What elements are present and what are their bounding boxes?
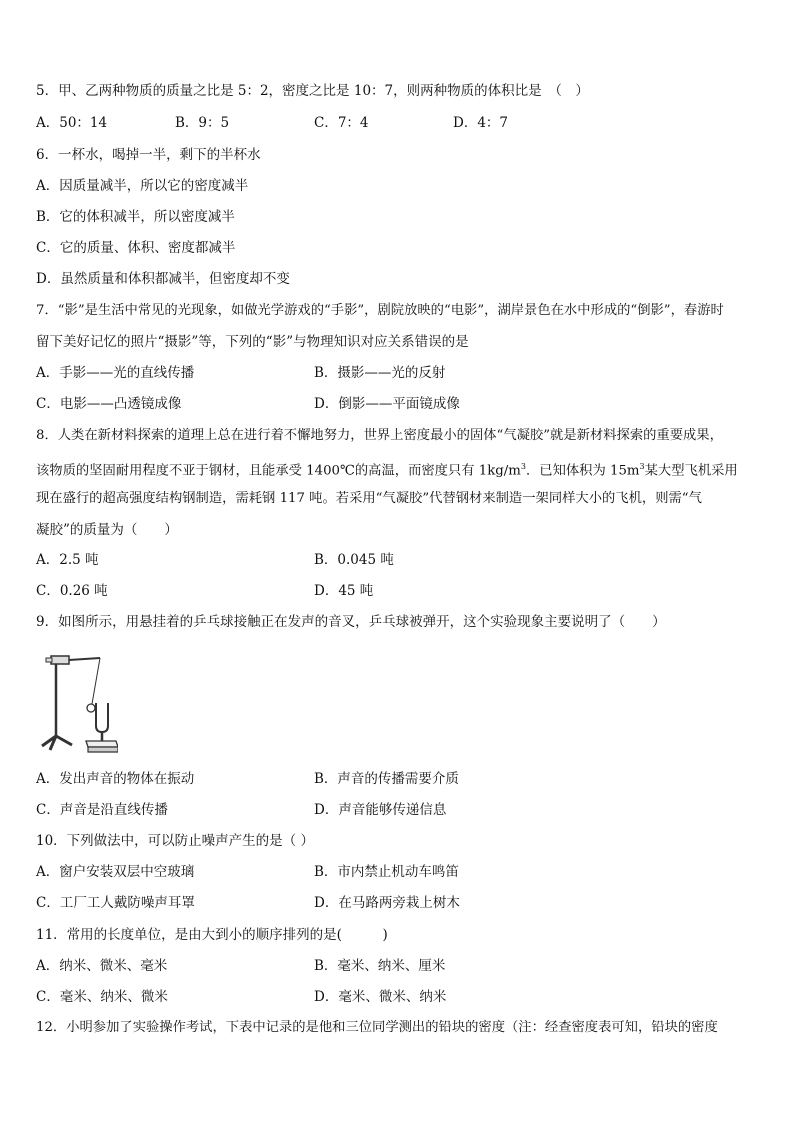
q6-option-b: B．它的体积减半，所以密度减半 [36,209,235,225]
q8-option-b: B．0.045 吨 [314,552,394,568]
q8-stem-line4: 凝胶”的质量为（ ） [36,522,178,538]
q7-option-d: D．倒影——平面镜成像 [314,396,460,412]
stand-clamp [51,656,69,664]
q12-stem: 12．小明参加了实验操作考试，下表中记录的是他和三位同学测出的铅块的密度（注：经查密度表可知，铅块的密度 [36,1020,718,1035]
stand-arm [69,658,100,660]
q7-option-b: B．摄影——光的反射 [314,365,446,381]
q5-stem: 5．甲、乙两种物质的质量之比是 5：2，密度之比是 10：7，则两种物质的体积比是 （ ） [36,83,589,99]
q7-option-a: A．手影——光的直线传播 [36,365,195,381]
q8-stem-line3: 现在盛行的超高强度结构钢制造，需耗钢 117 吨。若采用“气凝胶”代替钢材来制造一架同样大小的飞机，则需“气 [36,491,702,506]
q8-option-a: A．2.5 吨 [36,552,99,568]
q11-option-c: C．毫米、纳米、微米 [36,989,168,1005]
q8-stem-line2: 该物质的坚固耐用程度不亚于钢材，且能承受 1400℃的高温，而密度只有 $1kg/m^3$．已知体积为 $15m^3$某大型飞机采用 [36,462,738,479]
q5-option-d: D．4：7 [453,115,509,131]
q11-option-b: B．毫米、纳米、厘米 [314,958,446,974]
tuning-fork [96,703,108,732]
q11-option-d: D．毫米、微米、纳米 [314,989,447,1005]
q9-option-a: A．发出声音的物体在振动 [36,771,195,787]
q7-stem-line1: 7．“影”是生活中常见的光现象，如做光学游戏的“手影”，剧院放映的“电影”，湖岸景色在水中形成的“倒影”，春游时 [36,303,724,318]
q8-stem-line1: 8．人类在新材料探索的道理上总在进行着不懈地努力，世界上密度最小的固体“气凝胶”就是新材料探索的重要成果， [36,428,723,443]
q11-stem: 11．常用的长度单位，是由大到小的顺序排列的是( ) [36,927,388,943]
q6-stem: 6．一杯水，喝掉一半，剩下的半杯水 [36,147,261,163]
q11-option-a: A．纳米、微米、毫米 [36,958,168,974]
q10-stem: 10．下列做法中，可以防止噪声产生的是（ ） [36,833,314,849]
q5-option-b: B．9：5 [175,115,230,131]
q6-option-a: A．因质量减半，所以它的密度减半 [36,178,249,194]
q9-option-b: B．声音的传播需要介质 [314,771,459,787]
q6-option-d: D．虽然质量和体积都减半，但密度却不变 [36,271,290,287]
q9-stem: 9．如图所示，用悬挂着的乒乓球接触正在发声的音叉，乒乓球被弹开，这个实验现象主要说明了（ ） [36,614,666,630]
q10-option-b: B．市内禁止机动车鸣笛 [314,864,459,880]
q8-option-c: C．0.26 吨 [36,583,108,599]
resonance-box [86,741,118,747]
q7-stem-line2: 留下美好记忆的照片“摄影”等，下列的“影”与物理知识对应关系错误的是 [36,334,469,350]
tuning-fork-figure [38,646,118,754]
q5-option-a: A．50：14 [36,115,108,131]
q9-option-c: C．声音是沿直线传播 [36,802,168,818]
stand-base [42,736,72,750]
q6-option-c: C．它的质量、体积、密度都减半 [36,240,236,256]
q7-option-c: C．电影——凸透镜成像 [36,396,182,412]
q9-option-d: D．声音能够传递信息 [314,802,447,818]
q10-option-c: C．工厂工人戴防噪声耳罩 [36,895,195,911]
q5-option-c: C．7：4 [314,115,369,131]
ping-pong-ball [87,704,95,712]
q8-option-d: D．45 吨 [314,583,374,599]
q10-option-d: D．在马路两旁栽上树木 [314,895,460,911]
string [92,658,100,704]
q10-option-a: A．窗户安装双层中空玻璃 [36,864,195,880]
